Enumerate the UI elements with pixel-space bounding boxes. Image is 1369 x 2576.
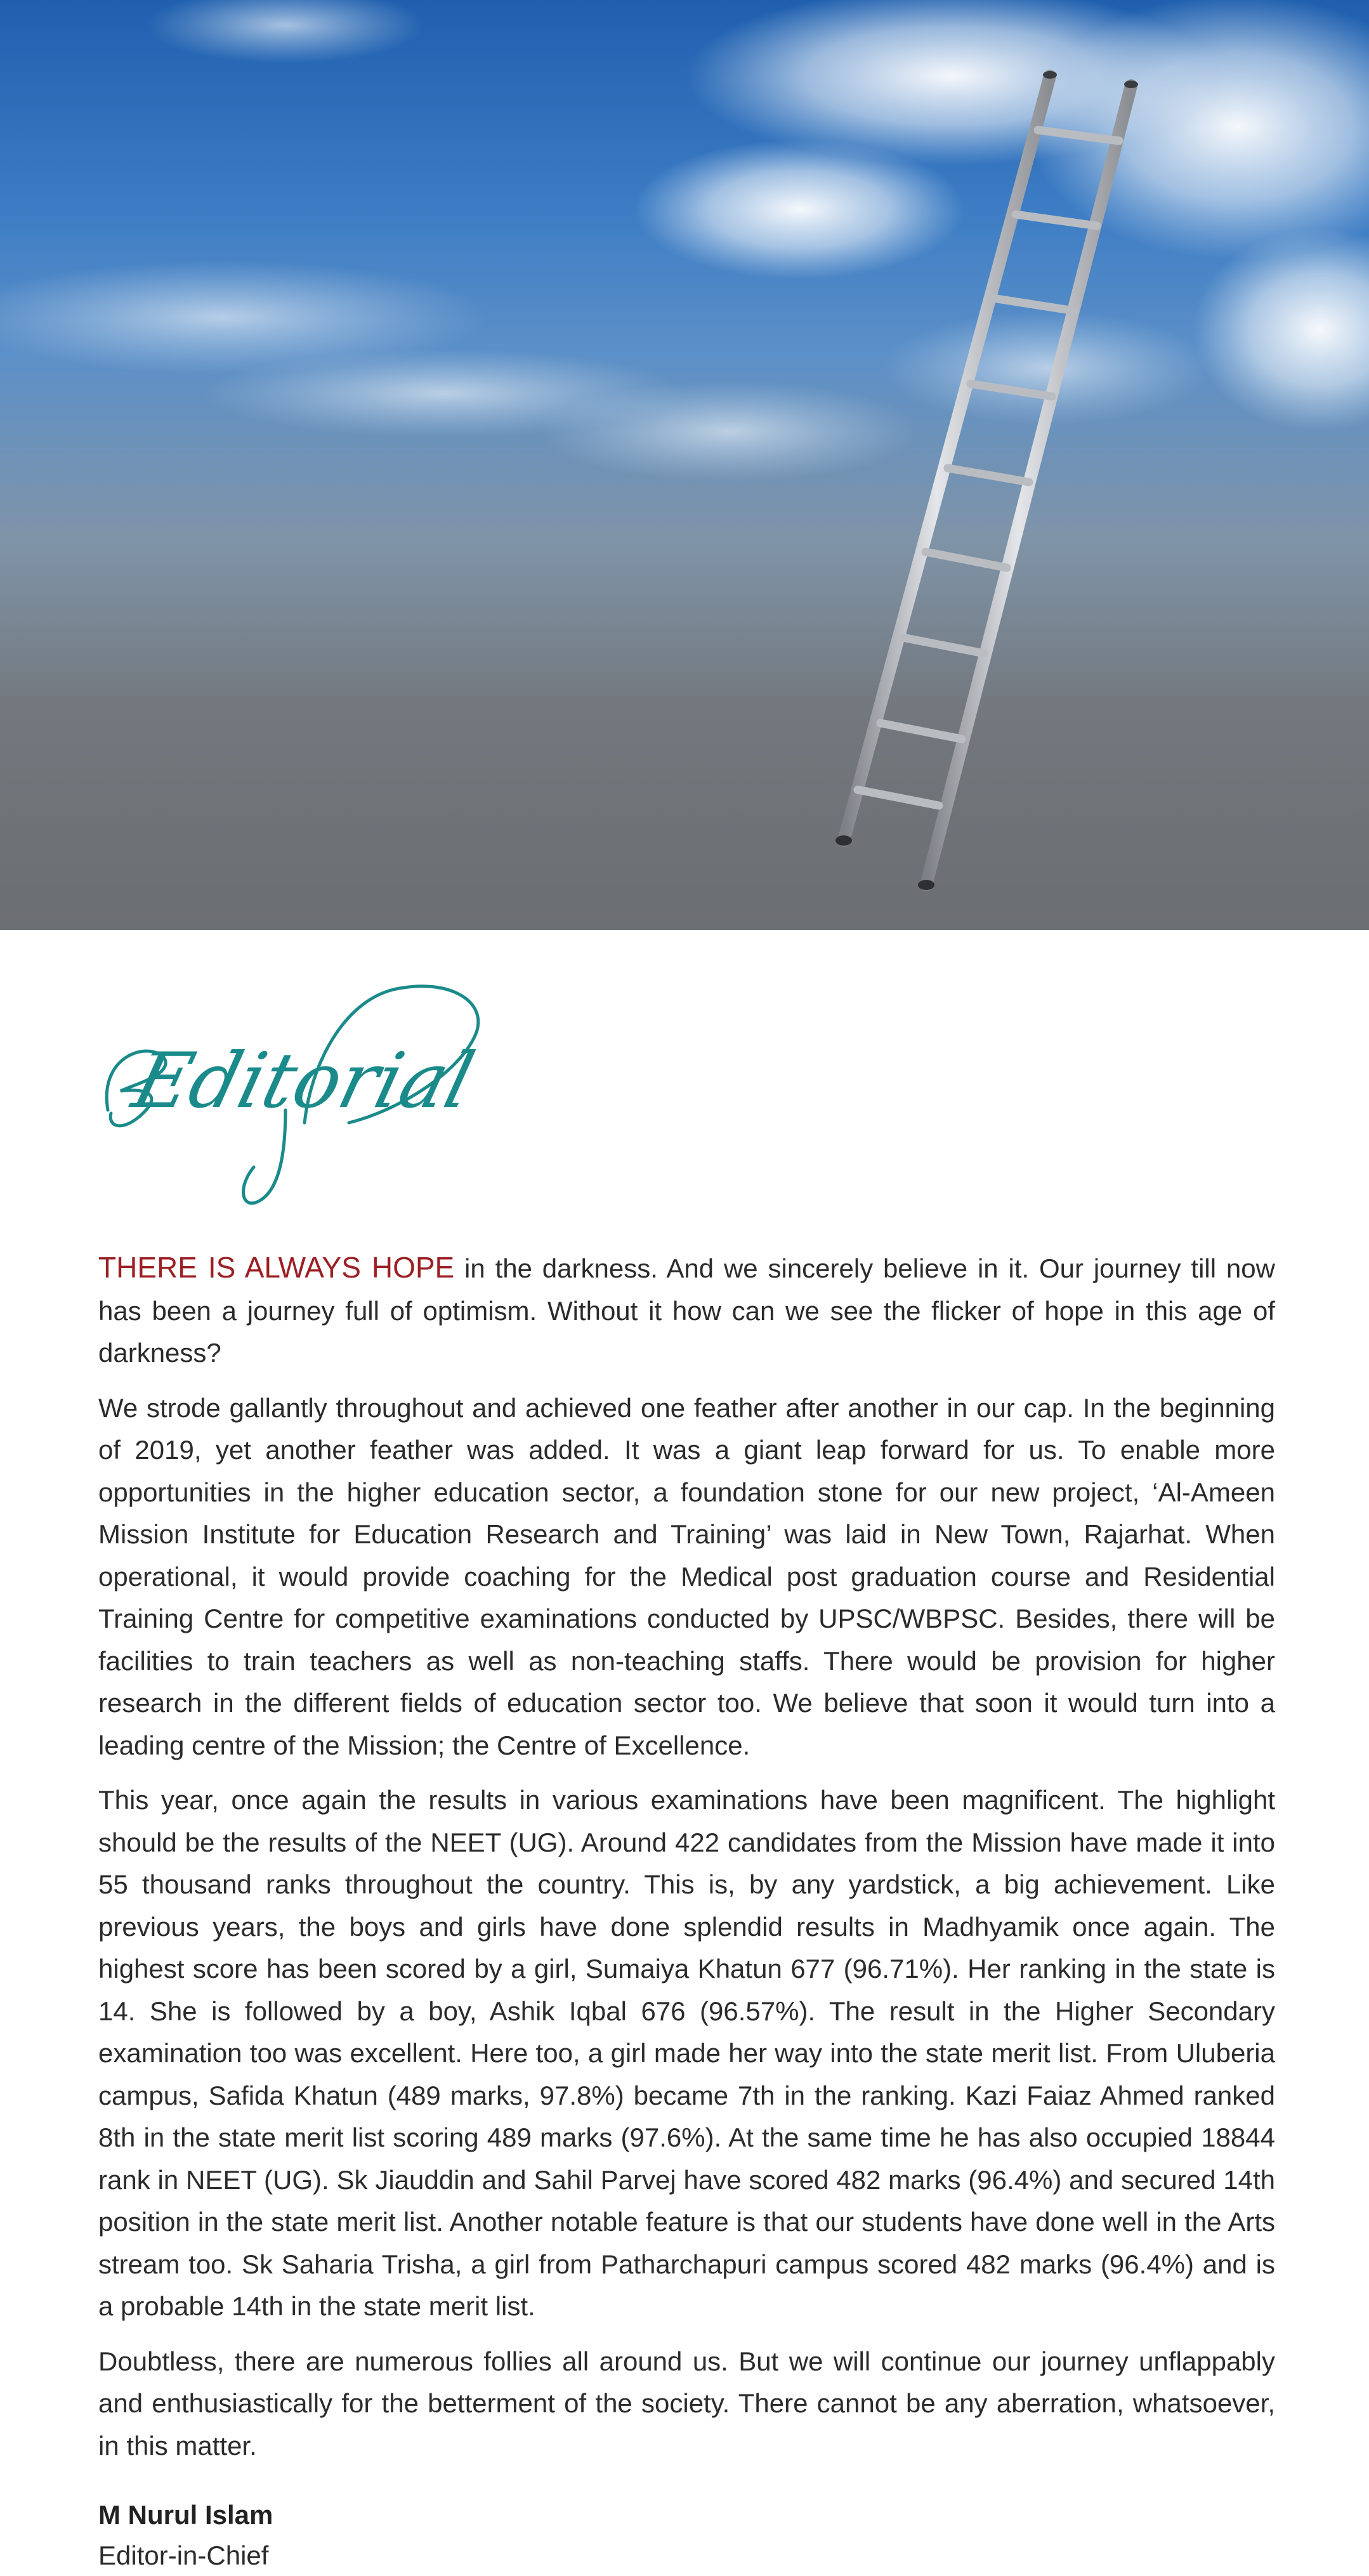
header-image	[0, 0, 1369, 930]
lead-phrase: THERE IS ALWAYS HOPE	[98, 1251, 455, 1284]
clouds	[0, 0, 1369, 482]
paragraph-3: This year, once again the results in various examinations have been magnificent. The highlight should be the results of the NEET (UG). Around 422 candidates from the Mission have made it into 55 thousand ranks throughout the country. This is, by any yardstick, a big achievement. Like previous years, the boys and girls have done splendid results in Madhyamik once again. The highest score has been scored by a girl, Sumaiya Khatun 677 (96.71%). Her ranking in the state is 14. She is followed by a boy, Ashik Iqbal 676 (96.57%). The result in the Higher Secondary examination too was excellent. Here too, a girl made her way into the state merit list. From Uluberia campus, Safida Khatun (489 marks, 97.8%) became 7th in the ranking. Kazi Faiaz Ahmed ranked 8th in the state merit list scoring 489 marks (97.6%). At the same time he has also occupied 18844 rank in NEET (UG). Sk Jiauddin and Sahil Parvej have scored 482 marks (96.4%) and secured 14th position in the state merit list. Another notable feature is that our students have done well in the Arts stream too. Sk Saharia Trisha, a girl from Patharchapuri campus scored 482 marks (96.4%) and is a probable 14th in the state merit list.	[98, 1785, 1275, 2321]
paragraph-1-text: in the darkness. And we sincerely believe in it. Our journey till now has been a journey full of optimism. Without it how can we see the flicker of hope in this age of darkness?	[98, 1253, 1275, 1368]
signature-name: M Nurul Islam	[98, 2500, 273, 2530]
paragraph-4: Doubtless, there are numerous follies all around us. But we will continue our journey unflappably and enthusiastically for the betterment of the society. There cannot be any aberration, whatsoever, in this matter.	[98, 2346, 1275, 2461]
signature-role: Editor-in-Chief	[98, 2540, 269, 2570]
editorial-title-text: Editorial	[124, 1036, 483, 1125]
paragraph-2: We strode gallantly throughout and achieved one feather after another in our cap. In the beginning of 2019, yet another feather was added. It was a giant leap forward for us. To enable more opportunities in the higher education sector, a foundation stone for our new project, ‘Al-Ameen Mission Institute for Education Research and Training’ was laid in New Town, Rajarhat. When operational, it would provide coaching for the Medical post graduation course and Residential Training Centre for competitive examinations conducted by UPSC/WBPSC. Besides, there will be facilities to train teachers as well as non-teaching staffs. There would be provision for higher research in the different fields of education sector too. We believe that soon it would turn into a leading centre of the Mission; the Centre of Excellence.	[98, 1392, 1275, 1760]
article-body	[98, 1246, 1275, 2576]
ladder-in-sky-illustration	[0, 0, 1369, 930]
signature-block	[98, 2495, 1275, 2576]
editorial-title	[95, 964, 501, 1218]
paragraph-1	[98, 1246, 1275, 1375]
